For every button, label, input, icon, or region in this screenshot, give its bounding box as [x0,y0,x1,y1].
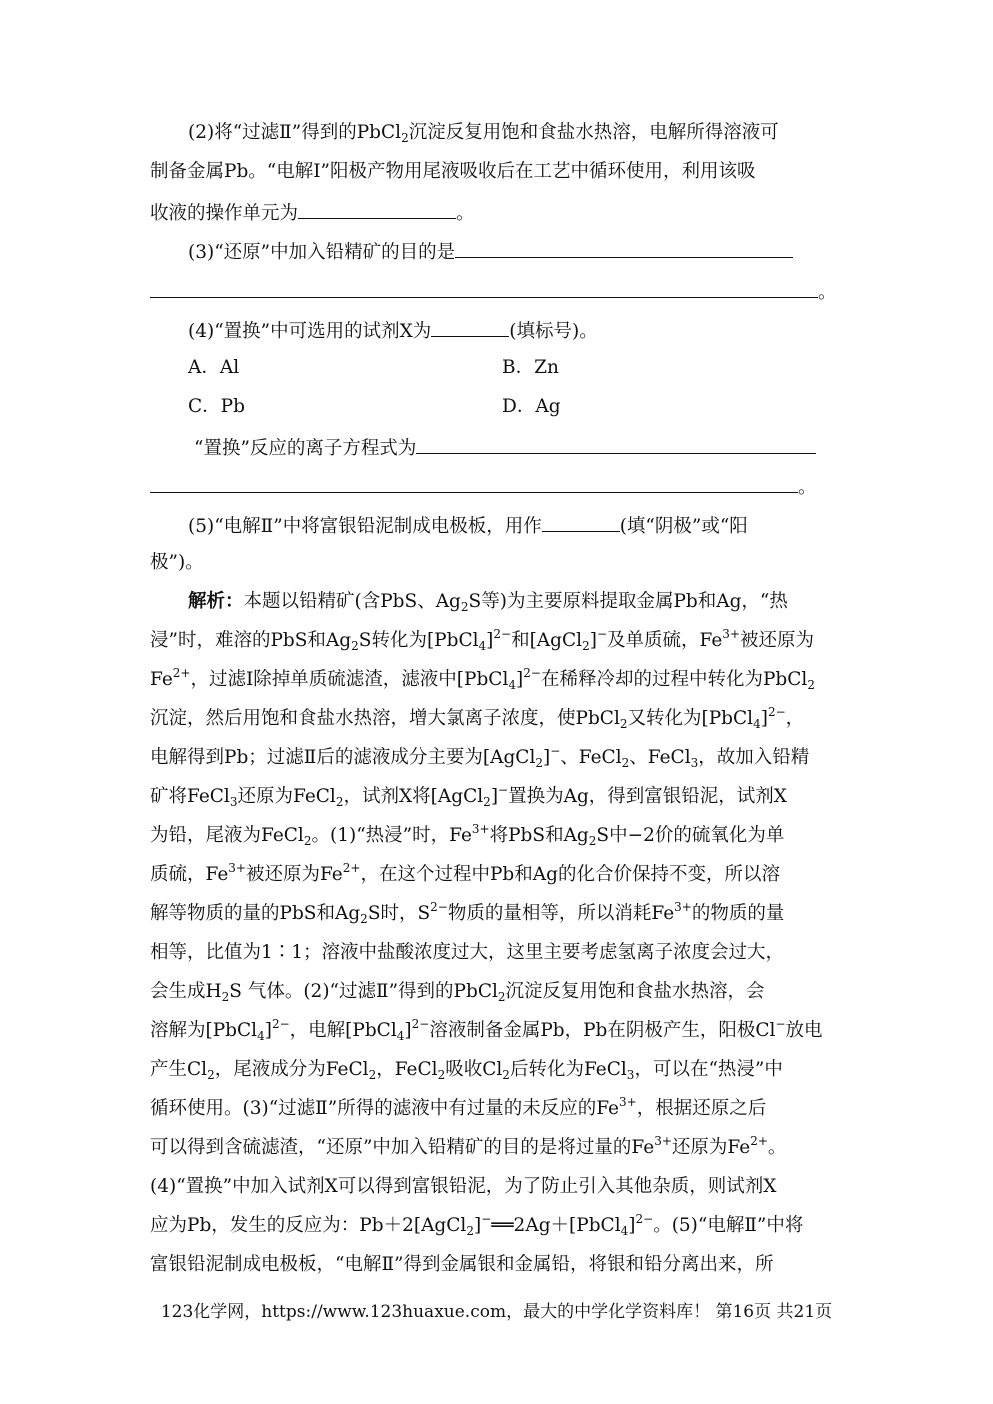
analysis-line-17: 应为Pb，发生的反应为：Pb＋2[AgCl$_2$]−══2Ag＋[PbCl$_4$]$^{2-}$。(5)“电解Ⅱ”中将 [150,1212,804,1238]
q3-line-2: 。 [150,277,837,306]
answer-blank[interactable] [542,511,620,532]
q3-line-1: (3)“还原”中加入铅精矿的目的是 [188,237,793,266]
analysis-line-11: 会生成$H_2S$ 气体。(2)“过滤Ⅱ”得到的PbCl$_2$沉淀反复用饱和食盐水热溶，会 [150,981,765,1004]
q2-line-1: (2)将“过滤Ⅱ”得到的PbCl$_2$沉淀反复用饱和食盐水热溶，电解所得溶液可 [188,122,779,145]
page-footer: 123化学网，https://www.123huaxue.com，最大的中学化学资料库！ 第16页 共21页 [160,1302,833,1322]
analysis-line-4: 沉淀，然后用饱和食盐水热溶，增大氯离子浓度，使PbCl$_2$又转化为[PbCl$_4$]$^{2-}$， [150,705,805,731]
answer-blank[interactable] [431,316,509,337]
analysis-line-5: 电解得到Pb；过滤Ⅱ后的滤液成分主要为[AgCl$_2$]−、FeCl$_2$、FeCl$_3$，故加入铅精 [150,744,810,770]
analysis-line-10: 相等，比值为1∶1；溶液中盐酸浓度过大，这里主要考虑氢离子浓度会过大， [150,942,785,963]
analysis-line-8: 质硫，$Fe^{3+}$被还原为$Fe^{2+}$，在这个过程中Pb和Ag的化合价保持不变，所以溶 [150,861,780,885]
analysis-line-7: 为铅，尾液为FeCl$_2$。(1)“热浸”时，$Fe^{3+}$将PbS和$Ag_2S$中−2价的硫氧化为单 [150,822,785,848]
analysis-line-15: 可以得到含硫滤渣，“还原”中加入铅精矿的目的是将过量的$Fe^{3+}$还原为$Fe^{2+}$。 [150,1134,787,1158]
q2-line-2: 制备金属Pb。“电解Ⅰ”阳极产物用尾液吸收后在工艺中循环使用，利用该吸 [150,161,756,182]
analysis-line-16: (4)“置换”中加入试剂X可以得到富银铅泥，为了防止引入其他杂质，则试剂X [150,1176,777,1197]
q5-line-2: 极”)。 [150,552,204,573]
answer-blank[interactable] [298,198,456,219]
option-a: A．Al [188,357,240,378]
analysis-line-3: $Fe^{2+}$，过滤Ⅰ除掉单质硫滤渣，滤液中[PbCl$_4$]$^{2-}$在稀释冷却的过程中转化为PbCl$_2$ [150,666,815,692]
option-b: B．Zn [502,357,559,378]
analysis-line-9: 解等物质的量的PbS和$Ag_2S$时，$S^{2-}$物质的量相等，所以消耗$Fe^{3+}$的物质的量 [150,900,785,926]
analysis-line-14: 循环使用。(3)“过滤Ⅱ”所得的滤液中有过量的未反应的$Fe^{3+}$，根据还原之后 [150,1095,767,1119]
analysis-line-6: 矿将FeCl$_3$还原为FeCl$_2$，试剂X将[AgCl$_2$]−置换为Ag，得到富银铅泥，试剂X [150,783,787,809]
analysis-line-2: 浸”时，难溶的PbS和$Ag_2S$转化为[PbCl$_4$]$^{2-}$和[AgCl$_2$]−及单质硫，$Fe^{3+}$被还原为 [150,627,815,653]
analysis-line-18: 富银铅泥制成电极板，“电解Ⅱ”得到金属银和金属铅，将银和铅分离出来，所 [150,1254,774,1275]
q4-equation-line: “置换”反应的离子方程式为 [194,433,816,462]
analysis-line-1: 解析：本题以铅精矿(含PbS、$Ag_2S$等)为主要原料提取金属Pb和Ag，“热 [188,591,788,614]
option-c: C．Pb [188,396,245,417]
q4-equation-line-2: 。 [150,472,817,501]
analysis-line-13: 产生$Cl_2$，尾液成分为FeCl$_2$，FeCl$_2$吸收$Cl_2$后转化为FeCl$_3$，可以在“热浸”中 [150,1059,783,1082]
q5-line-1: (5)“电解Ⅱ”中将富银铅泥制成电极板，用作 (填“阴极”或“阳 [188,511,748,540]
option-d: D．Ag [502,396,561,417]
answer-blank[interactable] [455,237,793,258]
answer-blank[interactable] [416,433,816,454]
q4-line-1: (4)“置换”中可选用的试剂X为 (填标号)。 [188,316,598,345]
analysis-line-12: 溶解为[PbCl$_4$]$^{2-}$，电解[PbCl$_4$]$^{2-}$溶液制备金属Pb，Pb在阴极产生，阳极Cl−放电 [150,1017,823,1043]
q2-line-3: 收液的操作单元为 。 [150,198,475,227]
answer-blank[interactable] [150,277,818,298]
answer-blank[interactable] [150,472,798,493]
